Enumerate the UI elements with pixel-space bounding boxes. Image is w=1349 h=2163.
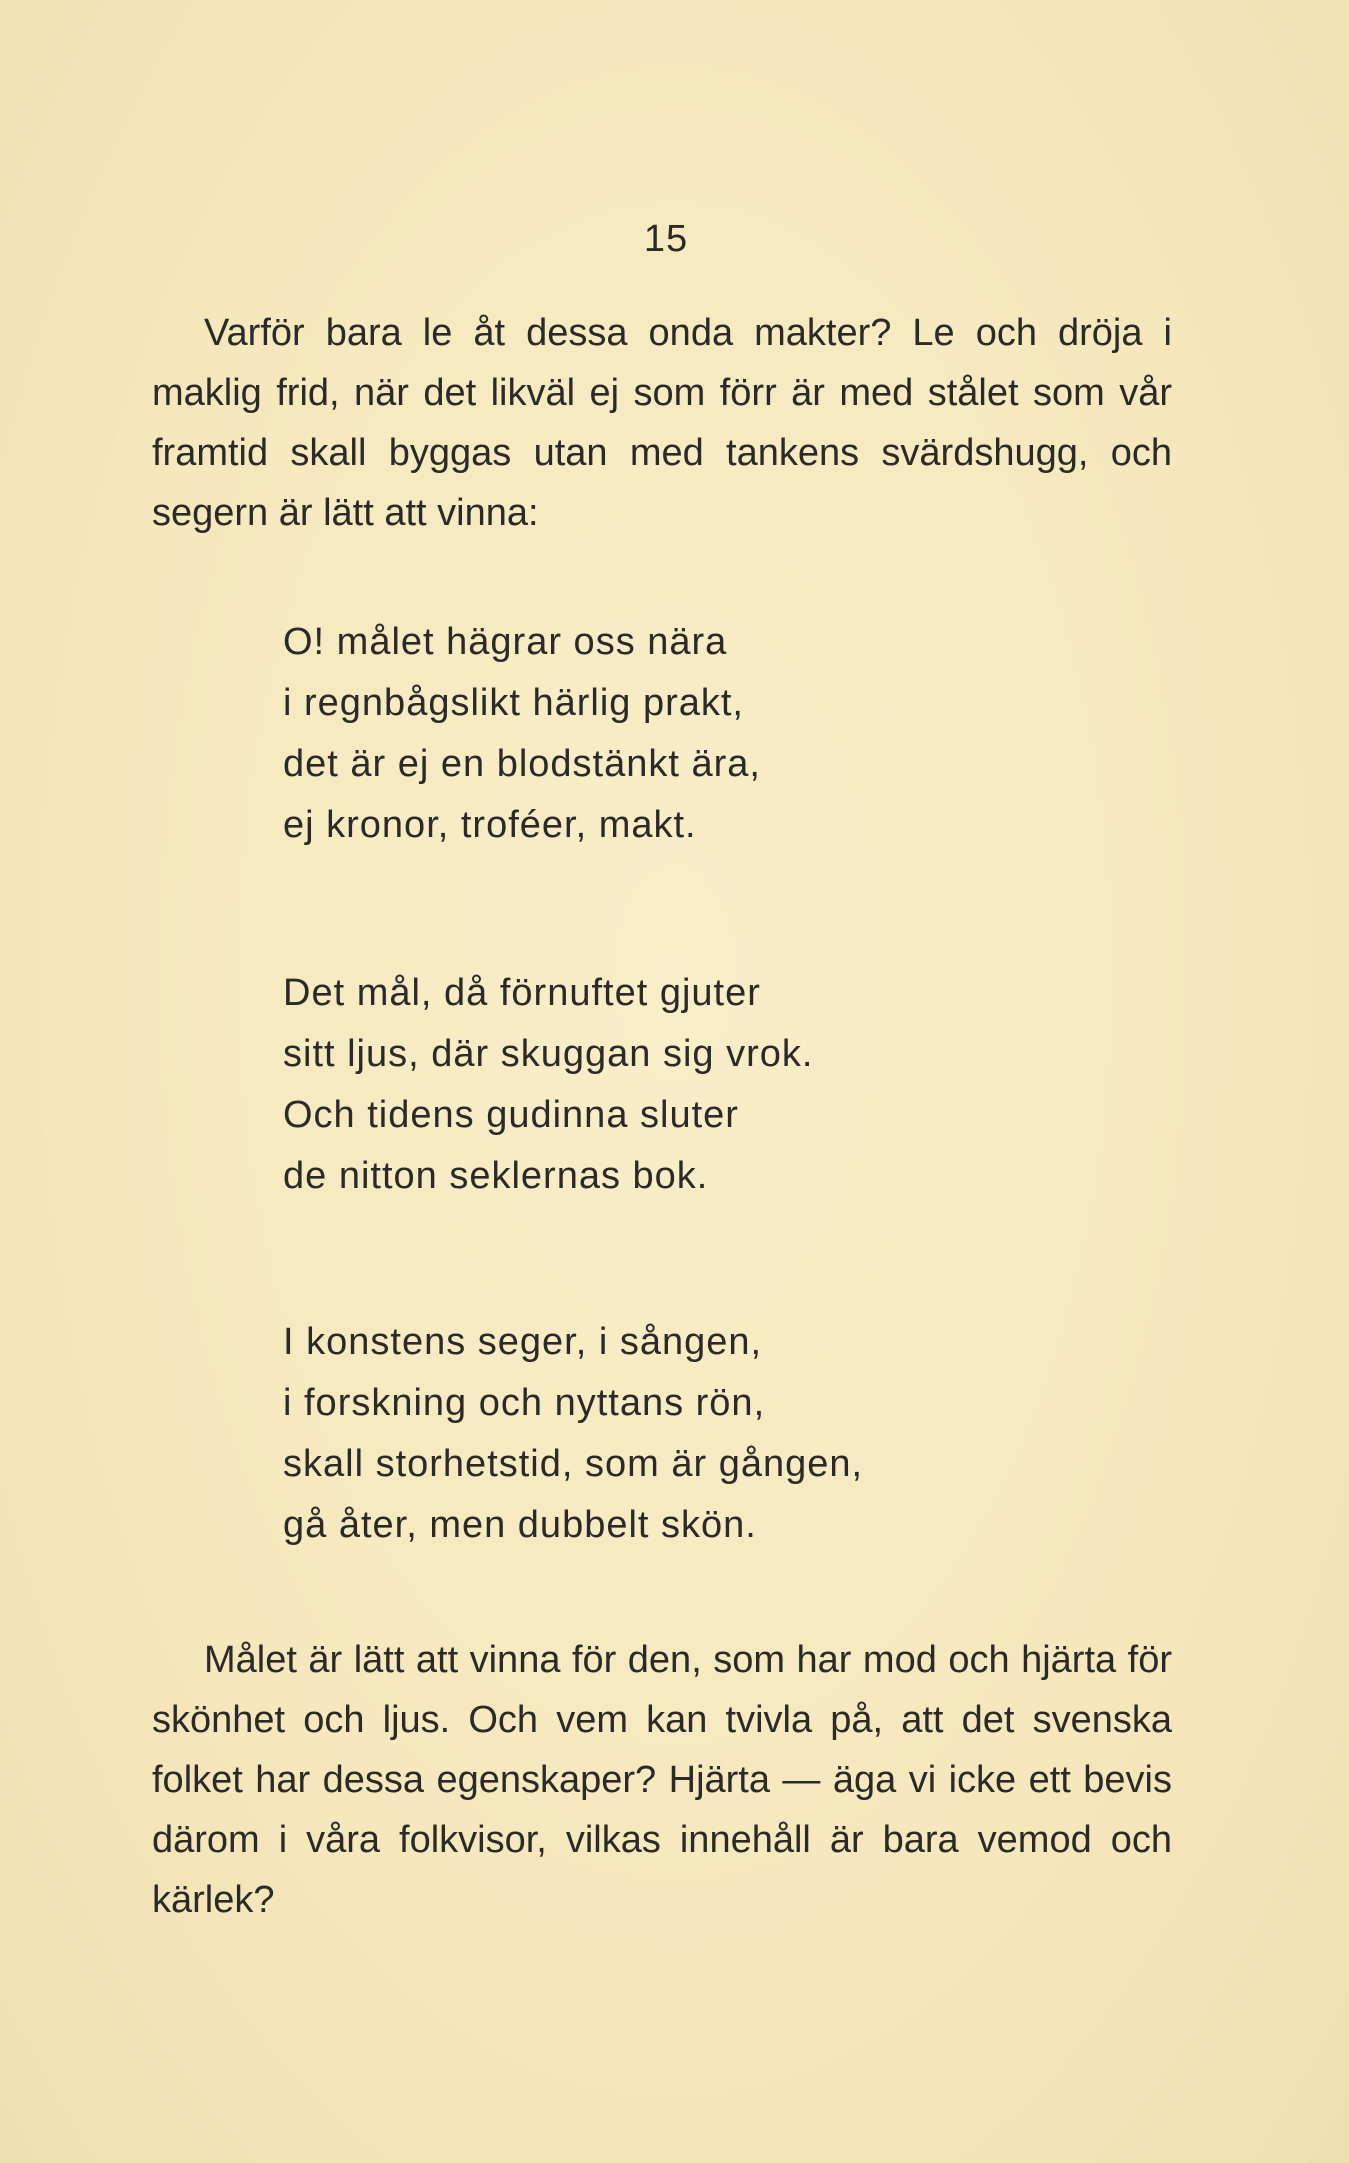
verse-line: sitt ljus, där skuggan sig vrok.: [283, 1033, 814, 1075]
page-number: 15: [643, 218, 689, 260]
verse-line: I konstens seger, i sången,: [283, 1321, 763, 1363]
poem-stanza-2: [283, 963, 1183, 1207]
verse-line: Och tidens gudinna sluter: [283, 1094, 739, 1136]
paragraph-intro: [152, 303, 1172, 543]
verse-line: O! målet hägrar oss nära: [283, 621, 728, 663]
verse-line: ej kronor, troféer, makt.: [283, 804, 697, 846]
verse-line: i regnbågslikt härlig prakt,: [283, 682, 744, 724]
poem-stanza-3: [283, 1312, 1183, 1556]
verse-line: de nitton seklernas bok.: [283, 1155, 709, 1197]
verse-line: gå åter, men dubbelt skön.: [283, 1504, 757, 1546]
verse-line: i forskning och nyttans rön,: [283, 1382, 766, 1424]
verse-line: skall storhetstid, som är gången,: [283, 1443, 864, 1485]
paragraph-closing: [152, 1630, 1172, 1930]
paragraph-text: Målet är lätt att vinna för den, som har mod och hjärta för skönhet och ljus. Och vem kan tvivla på, att det svenska folket har dessa egenskaper? Hjärta — äga vi icke ett bevis därom i våra folkvisor, vilkas innehåll är bara vemod och kärlek?: [152, 1639, 1172, 1921]
verse-line: det är ej en blodstänkt ära,: [283, 743, 761, 785]
poem-stanza-1: [283, 612, 1183, 856]
paragraph-text: Varför bara le åt dessa onda makter? Le och dröja i maklig frid, när det likväl ej som förr är med stålet som vår framtid skall byggas utan med tankens svärdshugg, och segern är lätt att vinna:: [152, 312, 1172, 534]
verse-line: Det mål, då förnuftet gjuter: [283, 972, 761, 1014]
